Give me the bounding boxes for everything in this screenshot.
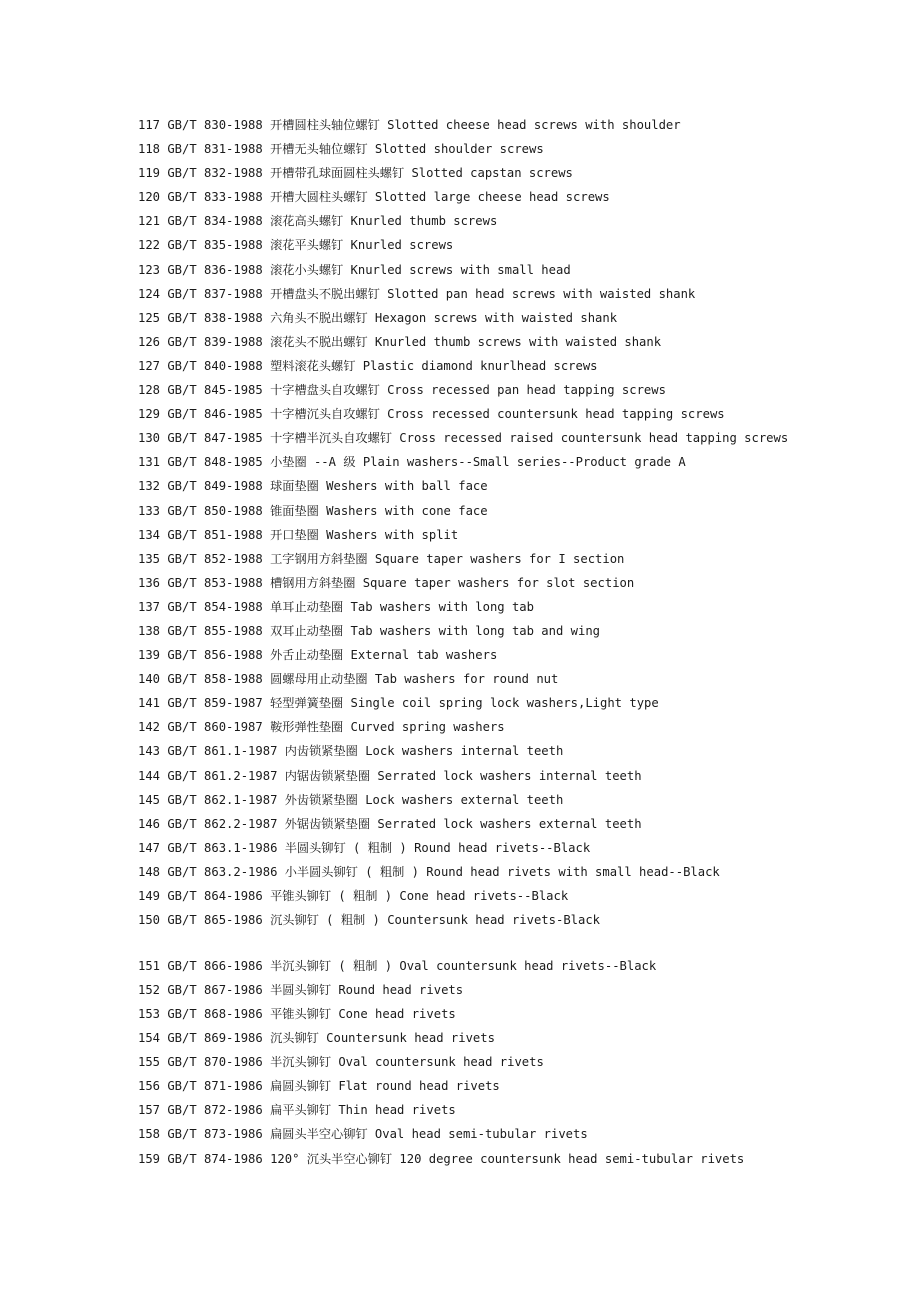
- standard-entry: 142 GB/T 860-1987 鞍形弹性垫圈 Curved spring washers: [138, 720, 505, 735]
- standard-entry: 152 GB/T 867-1986 半圆头铆钉 Round head rivets: [138, 982, 464, 997]
- standard-entry: 119 GB/T 832-1988 开槽带孔球面圆柱头螺钉 Slotted capstan screws: [138, 166, 573, 181]
- standard-entry: 153 GB/T 868-1986 平锥头铆钉 Cone head rivets: [138, 1006, 456, 1021]
- standard-entry: 121 GB/T 834-1988 滚花高头螺钉 Knurled thumb screws: [138, 214, 498, 229]
- standard-entry: 157 GB/T 872-1986 扁平头铆钉 Thin head rivets: [138, 1103, 456, 1118]
- standard-entry: 150 GB/T 865-1986 沉头铆钉 ( 粗制 ) Countersunk head rivets-Black: [138, 913, 601, 928]
- standard-entry: 137 GB/T 854-1988 单耳止动垫圈 Tab washers with long tab: [138, 599, 534, 614]
- standards-list: [138, 113, 898, 1171]
- standards-block: [138, 954, 898, 1171]
- standard-entry: 122 GB/T 835-1988 滚花平头螺钉 Knurled screws: [138, 238, 454, 253]
- standard-entry: 127 GB/T 840-1988 塑料滚花头螺钉 Plastic diamond knurlhead screws: [138, 358, 598, 373]
- standard-entry: 144 GB/T 861.2-1987 内锯齿锁紧垫圈 Serrated lock washers internal teeth: [138, 768, 642, 783]
- standard-entry: 131 GB/T 848-1985 小垫圈 --A 级 Plain washers--Small series--Product grade A: [138, 455, 686, 470]
- standard-entry: 140 GB/T 858-1988 圆螺母用止动垫圈 Tab washers for round nut: [138, 672, 559, 687]
- block-spacer: [138, 932, 898, 954]
- standard-entry: 138 GB/T 855-1988 双耳止动垫圈 Tab washers with long tab and wing: [138, 623, 601, 638]
- standard-entry: 145 GB/T 862.1-1987 外齿锁紧垫圈 Lock washers external teeth: [138, 792, 564, 807]
- standard-entry: 129 GB/T 846-1985 十字槽沉头自攻螺钉 Cross recessed countersunk head tapping screws: [138, 407, 725, 422]
- standard-entry: 158 GB/T 873-1986 扁圆头半空心铆钉 Oval head semi-tubular rivets: [138, 1127, 588, 1142]
- standard-entry: 135 GB/T 852-1988 工字钢用方斜垫圈 Square taper washers for I section: [138, 551, 625, 566]
- standard-entry: 136 GB/T 853-1988 槽钢用方斜垫圈 Square taper washers for slot section: [138, 575, 635, 590]
- standard-entry: 124 GB/T 837-1988 开槽盘头不脱出螺钉 Slotted pan head screws with waisted shank: [138, 286, 696, 301]
- standard-entry: 159 GB/T 874-1986 120° 沉头半空心铆钉 120 degree countersunk head semi-tubular rivets: [138, 1151, 745, 1166]
- standard-entry: 123 GB/T 836-1988 滚花小头螺钉 Knurled screws with small head: [138, 262, 571, 277]
- standard-entry: 134 GB/T 851-1988 开口垫圈 Washers with split: [138, 527, 459, 542]
- standard-entry: 146 GB/T 862.2-1987 外锯齿锁紧垫圈 Serrated lock washers external teeth: [138, 816, 642, 831]
- standard-entry: 147 GB/T 863.1-1986 半圆头铆钉 ( 粗制 ) Round head rivets--Black: [138, 840, 591, 855]
- standard-entry: 128 GB/T 845-1985 十字槽盘头自攻螺钉 Cross recessed pan head tapping screws: [138, 383, 666, 398]
- standards-block: [138, 113, 898, 932]
- standard-entry: 120 GB/T 833-1988 开槽大圆柱头螺钉 Slotted large cheese head screws: [138, 190, 610, 205]
- standard-entry: 154 GB/T 869-1986 沉头铆钉 Countersunk head rivets: [138, 1031, 495, 1046]
- standard-entry: 139 GB/T 856-1988 外舌止动垫圈 External tab washers: [138, 648, 498, 663]
- standard-entry: 132 GB/T 849-1988 球面垫圈 Weshers with ball face: [138, 479, 488, 494]
- standard-entry: 125 GB/T 838-1988 六角头不脱出螺钉 Hexagon screws with waisted shank: [138, 310, 618, 325]
- standard-entry: 156 GB/T 871-1986 扁圆头铆钉 Flat round head rivets: [138, 1079, 500, 1094]
- standard-entry: 148 GB/T 863.2-1986 小半圆头铆钉 ( 粗制 ) Round head rivets with small head--Black: [138, 864, 720, 879]
- standard-entry: 130 GB/T 847-1985 十字槽半沉头自攻螺钉 Cross recessed raised countersunk head tapping screws: [138, 431, 789, 446]
- standard-entry: 151 GB/T 866-1986 半沉头铆钉 ( 粗制 ) Oval countersunk head rivets--Black: [138, 958, 657, 973]
- standard-entry: 143 GB/T 861.1-1987 内齿锁紧垫圈 Lock washers internal teeth: [138, 744, 564, 759]
- standard-entry: 133 GB/T 850-1988 锥面垫圈 Washers with cone face: [138, 503, 488, 518]
- standard-entry: 149 GB/T 864-1986 平锥头铆钉 ( 粗制 ) Cone head rivets--Black: [138, 889, 569, 903]
- standard-entry: 117 GB/T 830-1988 开槽圆柱头轴位螺钉 Slotted cheese head screws with shoulder: [138, 118, 681, 132]
- standard-entry: 141 GB/T 859-1987 轻型弹簧垫圈 Single coil spring lock washers,Light type: [138, 696, 659, 711]
- standard-entry: 126 GB/T 839-1988 滚花头不脱出螺钉 Knurled thumb screws with waisted shank: [138, 334, 662, 349]
- standard-entry: 118 GB/T 831-1988 开槽无头轴位螺钉 Slotted shoulder screws: [138, 142, 544, 157]
- standard-entry: 155 GB/T 870-1986 半沉头铆钉 Oval countersunk head rivets: [138, 1055, 544, 1070]
